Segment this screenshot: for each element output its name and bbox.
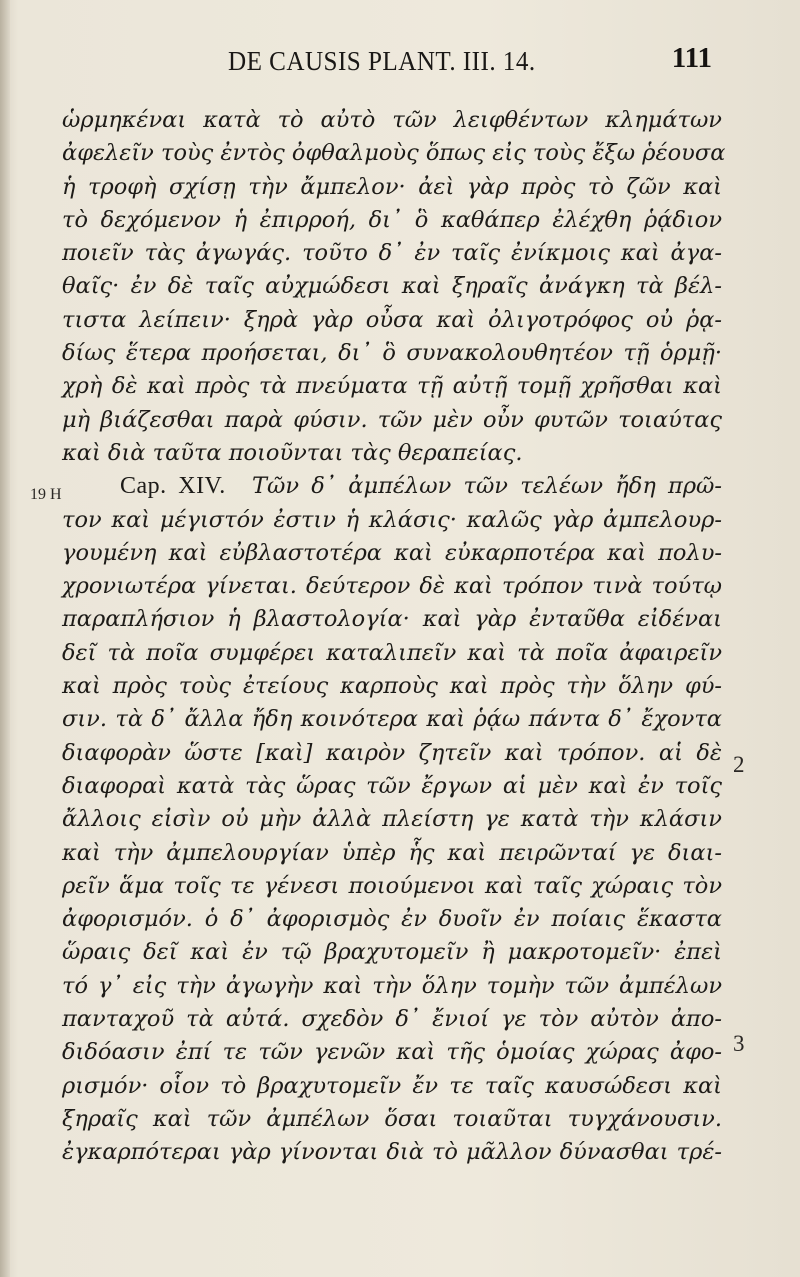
page-spine-shadow bbox=[0, 0, 10, 1277]
body-text bbox=[62, 104, 726, 1170]
text-line-11: καὶ διὰ ταῦτα ποιοῦνται τὰς θεραπείας. bbox=[62, 439, 523, 466]
text-line-25: ἀφορισμόν. ὁ δ᾽ ἀφορισμὸς ἐν δυοῖν ἐν ποίαις ἕκαστα bbox=[62, 906, 722, 933]
text-line-24: ρεῖν ἅμα τοῖς τε γένεσι ποιούμενοι καὶ ταῖς χώραις τὸν bbox=[62, 872, 722, 899]
text-line-27: τό γ᾽ εἰς τὴν ἀγωγὴν καὶ τὴν ὅλην τομὴν τῶν ἀμπέλων bbox=[62, 972, 722, 999]
text-line-18: καὶ πρὸς τοὺς ἐτείους καρποὺς καὶ πρὸς τὴν ὅλην φύ- bbox=[62, 673, 722, 700]
margin-ref-3: 3 bbox=[733, 1031, 745, 1056]
text-line-29: διδόασιν ἐπί τε τῶν γενῶν καὶ τῆς ὁμοίας χώρας ἀφο- bbox=[62, 1039, 722, 1066]
text-line-26: ὥραις δεῖ καὶ ἐν τῷ βραχυτομεῖν ἢ μακροτομεῖν· ἐπεὶ bbox=[62, 939, 722, 966]
text-line-10: μὴ βιάζεσθαι παρὰ φύσιν. τῶν μὲν οὖν φυτῶν τοιαύτας bbox=[62, 406, 722, 433]
text-line-1: ὡρμηκέναι κατὰ τὸ αὐτὸ τῶν λειφθέντων κλημάτων bbox=[62, 107, 722, 133]
chapter-label: Cap. XIV. bbox=[120, 473, 226, 500]
text-line-20: διαφορὰν ὥστε [καὶ] καιρὸν ζητεῖν καὶ τρόπον. αἱ δὲ bbox=[62, 739, 722, 766]
page-header bbox=[0, 42, 800, 82]
text-line-3: ἡ τροφὴ σχίσῃ τὴν ἄμπελον· ἀεὶ γὰρ πρὸς τὸ ζῶν καὶ bbox=[62, 173, 722, 200]
text-line-14: γουμένη καὶ εὐβλαστοτέρα καὶ εὐκαρποτέρα καὶ πολυ- bbox=[62, 539, 722, 566]
chapter-start-line bbox=[62, 470, 722, 503]
text-line-17: δεῖ τὰ ποῖα συμφέρει καταλιπεῖν καὶ τὰ ποῖα ἀφαιρεῖν bbox=[62, 639, 722, 666]
text-line-30: ρισμόν· οἷον τὸ βραχυτομεῖν ἔν τε ταῖς καυσώδεσι καὶ bbox=[62, 1072, 722, 1099]
page-number: 111 bbox=[671, 42, 712, 74]
text-line-9: χρὴ δὲ καὶ πρὸς τὰ πνεύματα τῇ αὐτῇ τομῇ χρῆσθαι καὶ bbox=[62, 373, 722, 400]
text-line-31: ξηραῖς καὶ τῶν ἀμπέλων ὅσαι τοιαῦται τυγχάνουσιν. bbox=[62, 1105, 722, 1132]
text-line-22: ἄλλοις εἰσὶν οὐ μὴν ἀλλὰ πλείστη γε κατὰ τὴν κλάσιν bbox=[62, 806, 722, 833]
text-line-7: τιστα λείπειν· ξηρὰ γὰρ οὖσα καὶ ὀλιγοτρόφος οὐ ῥᾳ- bbox=[62, 306, 722, 333]
text-line-23: καὶ τὴν ἀμπελουργίαν ὑπὲρ ἧς καὶ πειρῶνταί γε διαι- bbox=[62, 839, 722, 866]
text-line-6: θαῖς· ἐν δὲ ταῖς αὐχμώδεσι καὶ ξηραῖς ἀνάγκη τὰ βέλ- bbox=[62, 273, 722, 300]
text-line-13: τον καὶ μέγιστόν ἐστιν ἡ κλάσις· καλῶς γὰρ ἀμπελουρ- bbox=[62, 506, 722, 533]
text-line-5: ποιεῖν τὰς ἀγωγάς. τοῦτο δ᾽ ἐν ταῖς ἐνίκμοις καὶ ἀγα- bbox=[62, 240, 722, 267]
text-line-15: χρονιωτέρα γίνεται. δεύτερον δὲ καὶ τρόπον τινὰ τούτῳ bbox=[62, 573, 722, 600]
text-line-19: σιν. τὰ δ᾽ ἄλλα ἤδη κοινότερα καὶ ῥᾴω πάντα δ᾽ ἔχοντα bbox=[62, 706, 722, 733]
text-line-28: πανταχοῦ τὰ αὐτά. σχεδὸν δ᾽ ἔνιοί γε τὸν αὐτὸν ἀπο- bbox=[62, 1006, 722, 1033]
text-line-21: διαφοραὶ κατὰ τὰς ὥρας τῶν ἔργων αἱ μὲν καὶ ἐν τοῖς bbox=[62, 772, 722, 799]
margin-ref-19h: 19 H bbox=[30, 486, 62, 503]
text-line-4: τὸ δεχόμενον ἡ ἐπιρροή, δι᾽ ὃ καθάπερ ἐλέχθη ῥᾴδιον bbox=[62, 206, 722, 233]
text-line-8: δίως ἕτερα προήσεται, δι᾽ ὃ συνακολουθητέον τῇ ὁρμῇ· bbox=[62, 340, 722, 367]
running-head: DE CAUSIS PLANT. III. 14. bbox=[228, 46, 536, 76]
text-line-32: ἐγκαρπότεραι γὰρ γίνονται διὰ τὸ μᾶλλον δύνασθαι τρέ- bbox=[62, 1139, 722, 1166]
text-line-12: Τῶν δ᾽ ἀμπέλων τῶν τελέων ἤδη πρῶ- bbox=[252, 473, 722, 500]
margin-ref-2: 2 bbox=[733, 752, 745, 777]
text-line-2: ἀφελεῖν τοὺς ἐντὸς ὀφθαλμοὺς ὅπως εἰς τοὺς ἔξω ῥέουσα bbox=[62, 140, 726, 167]
text-line-16: παραπλήσιον ἡ βλαστολογία· καὶ γὰρ ἐνταῦθα εἰδέναι bbox=[62, 606, 722, 633]
